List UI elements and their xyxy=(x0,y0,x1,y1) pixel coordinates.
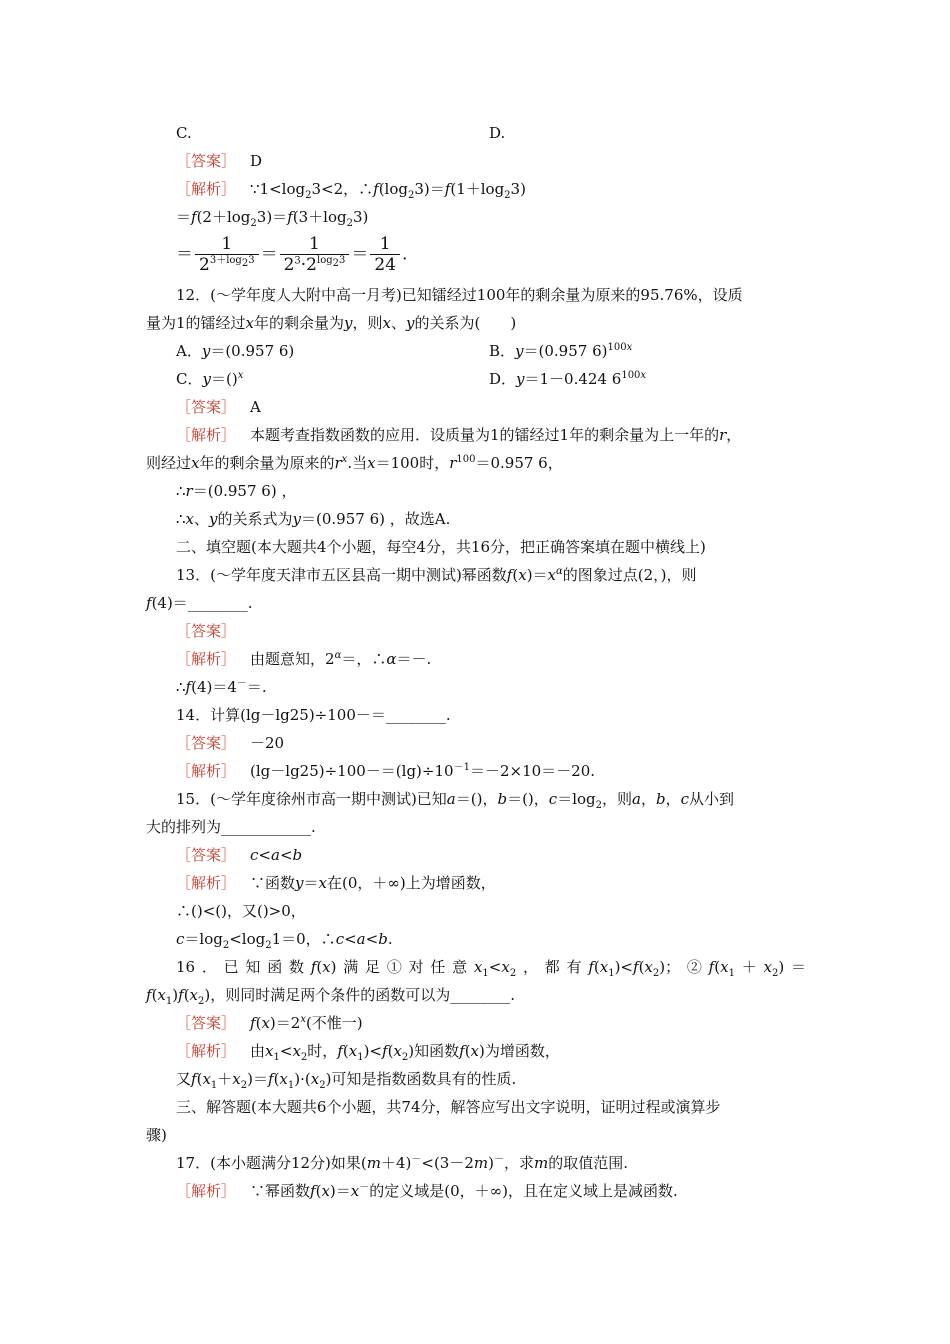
option-d-q11: D. xyxy=(489,124,506,142)
analysis-q16-line2: 又$f(x_1+x_2)=f(x_1)\cdot(x_2)$可知是指数函数具有的性质. xyxy=(176,1070,517,1091)
analysis-q16-line1: ［解析］ 由$x_1<x_2$时，$f(x_1)<f(x_2)$知函数f(x)为增函数， xyxy=(176,1042,560,1063)
answer-q13 xyxy=(176,621,236,641)
analysis-q12-line3: ∴r＝(0.957 6) ， xyxy=(176,482,297,500)
option-b-q12: B．y＝(0.957 6)$^{100x}$ xyxy=(489,342,633,360)
fraction-1: $\frac{1}{2^{3+log_23}}$ xyxy=(195,234,259,275)
analysis-q15-line2: ∴()<()，又()>0， xyxy=(176,902,306,920)
analysis-q12-line4: ∴x、y的关系式为y＝(0.957 6) ，故选A. xyxy=(176,510,451,528)
analysis-tag: ［解析］ xyxy=(176,1042,237,1060)
question-14: 14．计算(lg－lg25)÷100－＝________. xyxy=(176,706,451,724)
analysis-q15-line1: ［解析］ ∵函数y＝x在(0，＋∞)上为增函数， xyxy=(176,874,496,892)
fraction-3: $\frac{1}{24}$ xyxy=(370,234,400,275)
analysis-tag: ［解析］ xyxy=(176,762,237,780)
analysis-q13-line1: ［解析］ 由题意知，$2^\alpha=$，∴α＝－. xyxy=(176,650,432,668)
answer-tag: ［答案］ xyxy=(176,398,237,416)
analysis-tag: ［解析］ xyxy=(176,650,237,668)
question-12-line1: 12．(～学年度人大附中高一月考)已知镭经过100年的剩余量为原来的95.76%，设质 xyxy=(176,286,743,304)
question-13-line1: 13．(～学年度天津市五区县高一期中测试)幂函数$f(x)=x^\alpha$的图象过点(2，)，则 xyxy=(176,566,697,584)
answer-tag: ［答案］ xyxy=(176,622,237,640)
fraction-2: $\frac{1}{2^3\cdot 2^{log_23}}$ xyxy=(280,234,350,275)
analysis-q13-line2: ∴f(4)＝4－＝. xyxy=(176,678,267,696)
section-3-heading-line2: 骤) xyxy=(146,1126,167,1144)
question-16-line1: 16．已知函数f(x)满足①对任意$x_1<x_2$，都有$f(x_1)<f(x_2)$；$②f(x_1+x_2)=$ xyxy=(176,958,806,979)
answer-tag: ［答案］ xyxy=(176,152,237,170)
section-2-heading: 二、填空题(本大题共4个小题，每空4分，共16分，把正确答案填在题中横线上) xyxy=(176,538,706,556)
answer-q15: ［答案］ c<a<b xyxy=(176,846,303,864)
answer-q16: ［答案］ $f(x)=2^x$(不惟一) xyxy=(176,1014,363,1032)
analysis-q12-line1: ［解析］ 本题考查指数函数的应用．设质量为1的镭经过1年的剩余量为上一年的r， xyxy=(176,426,742,444)
answer-q12: ［答案］ A xyxy=(176,398,261,416)
question-12-line2: 量为1的镭经过x年的剩余量为y，则x、y的关系为( ) xyxy=(146,314,517,332)
analysis-tag: ［解析］ xyxy=(176,874,237,892)
analysis-q14: ［解析］ $(\lg-\lg 25)\div 100-=(\lg)\div 10^{-1}=-2\times 10=-20$. xyxy=(176,762,596,780)
option-d-q12: D．y＝1－0.424 $6^{100x}$ xyxy=(489,370,647,388)
analysis-q15-line3: $c=\log_2<\log_21=0$，∴c<a<b. xyxy=(176,930,393,951)
section-3-heading-line1: 三、解答题(本大题共6个小题，共74分，解答应写出文字说明，证明过程或演算步 xyxy=(176,1098,721,1116)
question-15-line2: 大的排列为____________. xyxy=(146,818,316,836)
question-17: 17．(本小题满分12分)如果(m＋4)－<(3－2m)－，求m的取值范围. xyxy=(176,1154,629,1172)
option-c-q12: C．y＝()$^x$ xyxy=(176,370,244,388)
answer-tag: ［答案］ xyxy=(176,734,237,752)
analysis-q11-line1: ［解析］ $\because 1<\log_23<2$，$\therefore f(\log_23)=f(1+\log_23)$ xyxy=(176,180,526,201)
question-16-line2: $f(x_1)f(x_2)$，则同时满足两个条件的函数可以为________. xyxy=(146,986,516,1007)
answer-tag: ［答案］ xyxy=(176,1014,237,1032)
analysis-q12-line2: 则经过x年的剩余量为原来的$r^x$.当x＝100时，$r^{100}=0.957$ 6， xyxy=(146,454,563,472)
analysis-tag: ［解析］ xyxy=(176,180,237,198)
question-15-line1: 15．(～学年度徐州市高一期中测试)已知a＝()，b＝()，$c=\log_2$，则a，b，c从小到 xyxy=(176,790,735,811)
option-a-q12: A．y＝(0.957 6) xyxy=(176,342,295,360)
question-13-line2: f(4)＝________. xyxy=(146,594,253,612)
analysis-q11-fraction-line: ＝ $\frac{1}{2^{3+log_23}}$ ＝ $\frac{1}{2^3\cdot 2^{log_23}}$ ＝ $\frac{1}{24}$ . xyxy=(176,234,408,275)
answer-tag: ［答案］ xyxy=(176,846,237,864)
answer-q11: ［答案］ D xyxy=(176,152,263,170)
analysis-q17: ［解析］ ∵幂函数f(x)＝x－的定义域是(0，＋∞)，且在定义域上是减函数. xyxy=(176,1182,678,1200)
analysis-tag: ［解析］ xyxy=(176,426,237,444)
analysis-q11-line2: $=f(2+\log_23)=f(3+\log_23)$ xyxy=(176,208,369,229)
answer-q14: ［答案］ －20 xyxy=(176,734,285,752)
option-c-q11: C. xyxy=(176,124,192,142)
analysis-tag: ［解析］ xyxy=(176,1182,237,1200)
